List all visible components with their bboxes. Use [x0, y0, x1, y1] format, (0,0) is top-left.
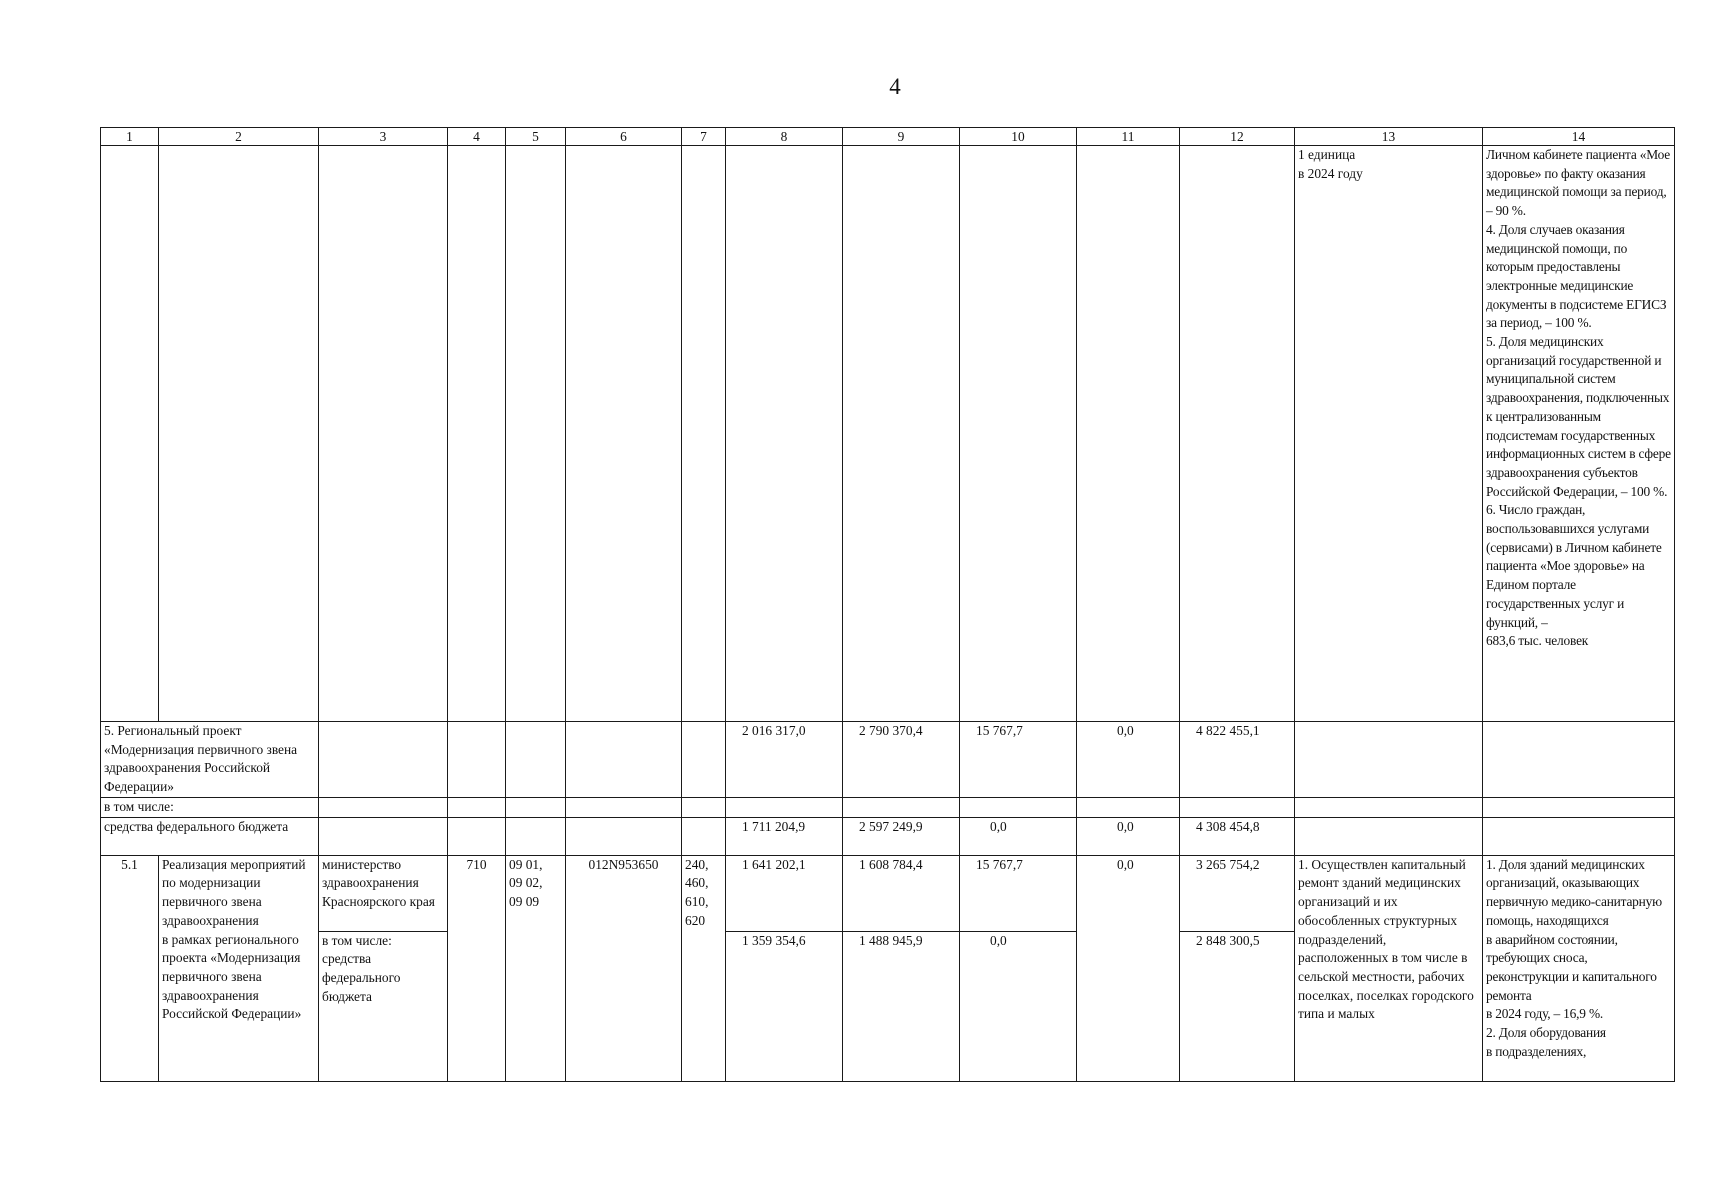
col-header: 9 [843, 128, 960, 146]
budget-table [100, 127, 1675, 1082]
row-5-1-result: 1. Осуществлен капитальный ремонт зданий медицинских организаций и их обособленных структурных подразделений, расположенных в том числе в сельской местности, рабочих поселках, поселках городского типа и малых [1295, 855, 1483, 1081]
project5-row [101, 722, 1675, 798]
federal-label: средства федерального бюджета [101, 817, 319, 855]
row-5-1-indicators: 1. Доля зданий медицинских организаций, оказывающих первичную медико-санитарную помощь, находящихся в аварийном состоянии, требующих сноса, реконструкции и капитального ремонта в 2024 году, – 16,9 %. 2. Доля оборудования в подразделениях, [1483, 855, 1675, 1081]
row-5-1-fed-c10: 0,0 [960, 931, 1077, 1081]
column-number-row [101, 128, 1675, 146]
col-header: 12 [1180, 128, 1295, 146]
federal-c8: 1 711 204,9 [726, 817, 843, 855]
row-5-1-fed-c12: 2 848 300,5 [1180, 931, 1295, 1081]
col-header: 14 [1483, 128, 1675, 146]
row-5-1-name: Реализация мероприятий по модернизации первичного звена здравоохранения в рамках регионального проекта «Модернизация первичного звена здравоохранения Российской Федерации» [159, 855, 319, 1081]
continuation-row [101, 146, 1675, 722]
including-row [101, 798, 1675, 818]
project5-c8: 2 016 317,0 [726, 722, 843, 798]
col-header: 2 [159, 128, 319, 146]
col-header: 13 [1295, 128, 1483, 146]
row-5-1-c4: 710 [448, 855, 506, 1081]
federal-c9: 2 597 249,9 [843, 817, 960, 855]
row-5-1-total-c12: 3 265 754,2 [1180, 855, 1295, 931]
col-header: 7 [682, 128, 726, 146]
federal-c10: 0,0 [960, 817, 1077, 855]
col-header: 3 [319, 128, 448, 146]
row-5-1-fed-c9: 1 488 945,9 [843, 931, 960, 1081]
project5-c11: 0,0 [1077, 722, 1180, 798]
row-5-1-fed-c8: 1 359 354,6 [726, 931, 843, 1081]
project5-title: 5. Региональный проект «Модернизация первичного звена здравоохранения Российской Федерации» [101, 722, 319, 798]
row-5-1-c5: 09 01, 09 02, 09 09 [506, 855, 566, 1081]
project5-c12: 4 822 455,1 [1180, 722, 1295, 798]
row-5-1-c11: 0,0 [1077, 855, 1180, 1081]
project5-c10: 15 767,7 [960, 722, 1077, 798]
col-header: 10 [960, 128, 1077, 146]
row-5-1-ministry: министерство здравоохранения Красноярского края [319, 855, 448, 931]
col-header: 1 [101, 128, 159, 146]
row-5-1-total-c9: 1 608 784,4 [843, 855, 960, 931]
continuation-indicators: Личном кабинете пациента «Мое здоровье» по факту оказания медицинской помощи за период, – 90 %. 4. Доля случаев оказания медицинской помощи, по которым предоставлены электронные медицинские документы в подсистеме ЕГИСЗ за период, – 100 %. 5. Доля медицинских организаций государственной и муниципальной систем здравоохранения, подключенных к централизованным подсистемам государственных информационных систем в сфере здравоохранения субъектов Российской Федерации, – 100 %. 6. Число граждан, воспользовавшихся услугами (сервисами) в Личном кабинете пациента «Мое здоровье» на Едином портале государственных услуг и функций, – 683,6 тыс. человек [1483, 146, 1675, 722]
federal-row [101, 817, 1675, 855]
continuation-result: 1 единица в 2024 году [1295, 146, 1483, 722]
page-number: 4 [889, 74, 901, 99]
row-5-1-c7: 240, 460, 610, 620 [682, 855, 726, 1081]
col-header: 6 [566, 128, 682, 146]
project5-c9: 2 790 370,4 [843, 722, 960, 798]
col-header: 4 [448, 128, 506, 146]
row-5-1-c6: 012N953650 [566, 855, 682, 1081]
row-5-1-total-c8: 1 641 202,1 [726, 855, 843, 931]
col-header: 5 [506, 128, 566, 146]
including-label: в том числе: [101, 798, 319, 818]
federal-c12: 4 308 454,8 [1180, 817, 1295, 855]
col-header: 8 [726, 128, 843, 146]
row-5-1 [101, 855, 1675, 931]
row-5-1-number: 5.1 [101, 855, 159, 1081]
federal-c11: 0,0 [1077, 817, 1180, 855]
row-5-1-including-federal: в том числе: средства федерального бюджета [319, 931, 448, 1081]
col-header: 11 [1077, 128, 1180, 146]
row-5-1-total-c10: 15 767,7 [960, 855, 1077, 931]
